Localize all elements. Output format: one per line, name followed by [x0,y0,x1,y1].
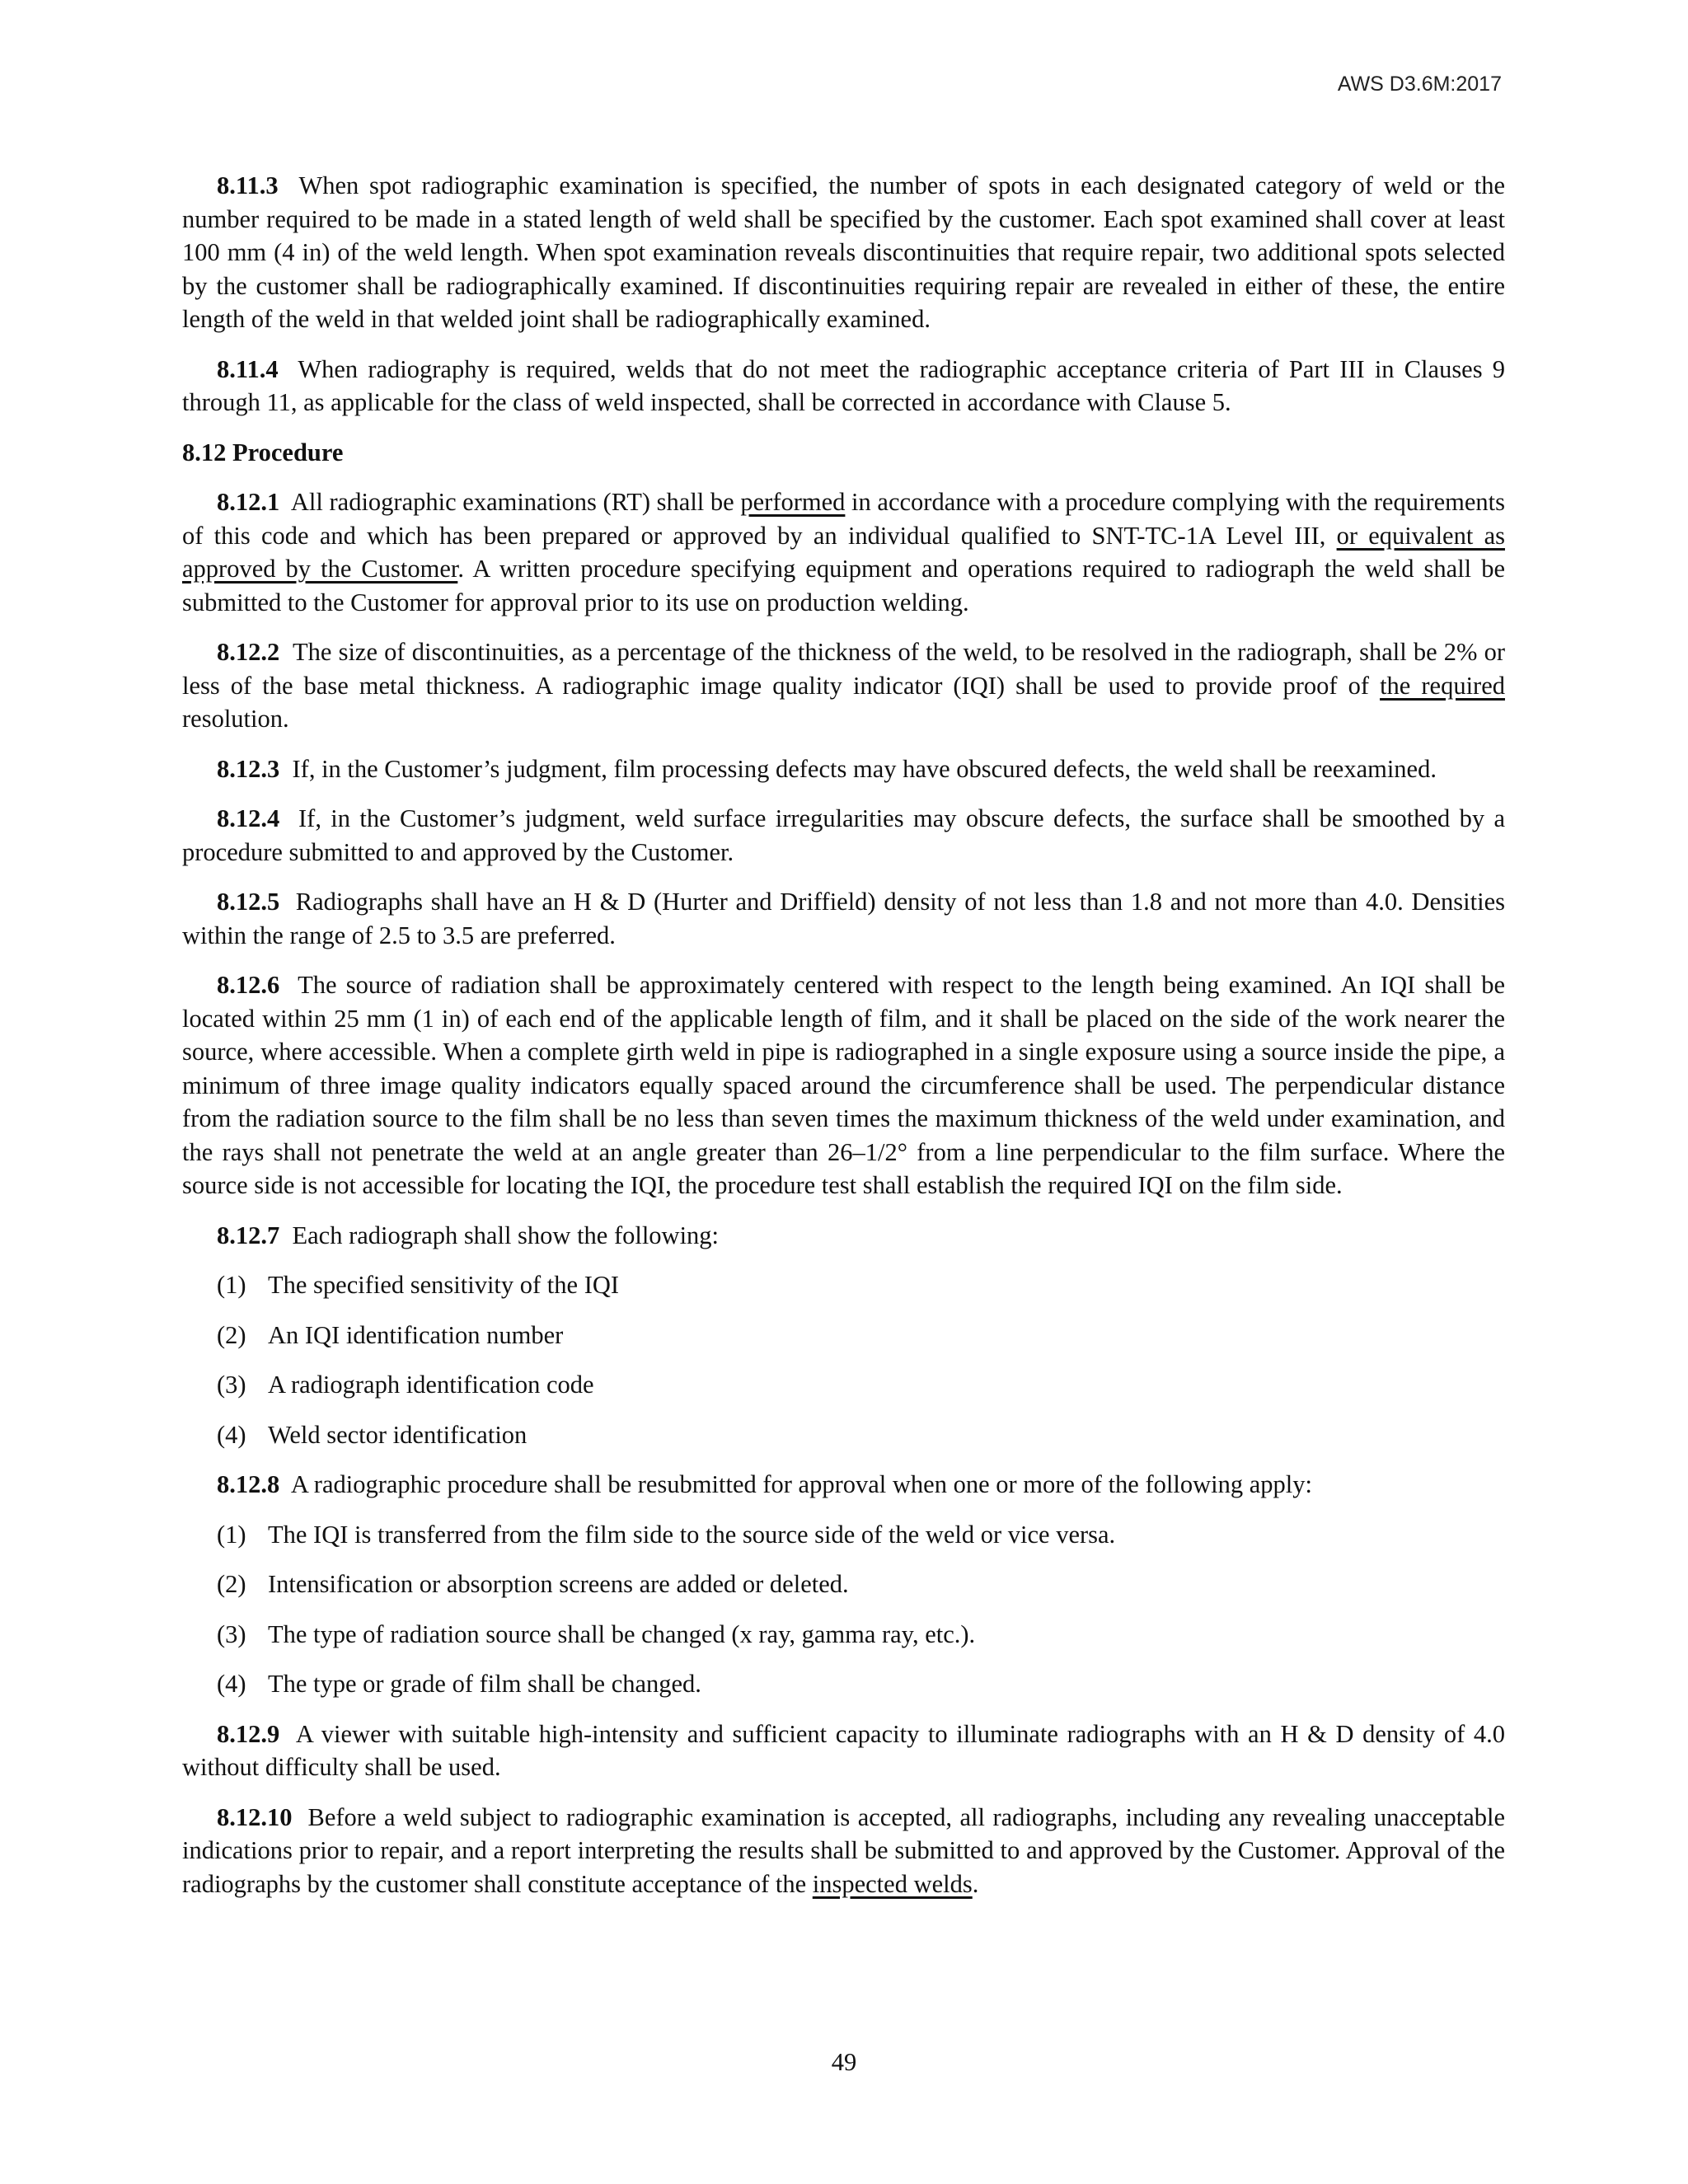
clause-number: 8.12.10 [217,1802,293,1831]
paragraph-text: A radiographic procedure shall be resubmitted for approval when one or more of the following apply: [290,1470,1312,1498]
paragraph-8-12-5 [182,885,1505,952]
clause-number: 8.12.7 [217,1221,280,1249]
paragraph-8-12-7 [182,1219,1505,1253]
clause-number: 8.12.9 [217,1719,280,1748]
paragraph-text: A viewer with suitable high-intensity and sufficient capacity to illuminate radiographs with an H & D density of 4.0 without difficulty shall be used. [182,1719,1505,1781]
paragraph-text: The source of radiation shall be approximately centered with respect to the length being examined. An IQI shall be located within 25 mm (1 in) of each end of the applicable length of film, and it shall be placed on the side of the work nearer the source, where accessible. When a complete girth weld in pipe is radiographed in a single exposure using a source inside the pipe, a minimum of three image quality indicators equally spaced around the circumference shall be used. The perpendicular distance from the radiation source to the film shall be no less than seven times the maximum thickness of the weld under examination, and the rays shall not penetrate the weld at an angle greater than 26–1/2° from a line perpendicular to the film surface. Where the source side is not accessible for locating the IQI, the procedure test shall establish the required IQI on the film side. [182,971,1505,1199]
paragraph-8-12-4 [182,802,1505,869]
paragraph-text: Before a weld subject to radiographic examination is accepted, all radiographs, including any revealing unacceptable indications prior to repair, and a report interpreting the results shall be submitted to and approved by the Customer. Approval of the radiographs by the customer shall constitute acceptance of the [182,1802,1505,1898]
underlined-revision-text: the required [1380,671,1505,700]
list-item [182,1319,1505,1352]
paragraph-text: The size of discontinuities, as a percentage of the thickness of the weld, to be resolved in the radiograph, shall be 2% or less of the base metal thickness. A radiographic image quality indicator (IQI) shall be used to provide proof of [182,638,1505,700]
paragraph-text: When radiography is required, welds that do not meet the radiographic acceptance criteria of Part III in Clauses 9 through 11, as applicable for the class of weld inspected, shall be corrected in accordance with Clause 5. [182,354,1506,416]
list-item-text: Intensification or absorption screens are added or deleted. [268,1570,849,1598]
paragraph-text: Each radiograph shall show the following: [292,1221,720,1249]
list-item-number: (2) [217,1570,246,1598]
paragraph-8-12-6 [182,968,1505,1202]
clause-number: 8.12.3 [217,754,280,783]
paragraph-8-12-9 [182,1718,1505,1784]
paragraph-text: If, in the Customer’s judgment, weld surface irregularities may obscure defects, the surface shall be smoothed by a procedure submitted to and approved by the Customer. [182,804,1505,866]
list-item-number: (3) [217,1619,246,1648]
paragraph-text: Radiographs shall have an H & D (Hurter and Driffield) density of not less than 1.8 and not more than 4.0. Densities within the range of 2.5 to 3.5 are preferred. [182,888,1505,949]
paragraph-text: If, in the Customer’s judgment, film processing defects may have obscured defects, the weld shall be reexamined. [292,754,1437,783]
paragraph-8-11-4 [182,353,1505,419]
paragraph-8-12-3 [182,752,1505,786]
list-item [182,1618,1505,1652]
paragraph-8-12-8 [182,1468,1505,1502]
paragraph-text: resolution. [182,705,289,733]
paragraph-8-12-10 [182,1801,1505,1901]
paragraph-text: All radiographic examinations (RT) shall be [290,488,741,516]
clause-number: 8.12.5 [217,888,280,916]
list-item [182,1667,1505,1701]
list-item [182,1418,1505,1452]
list-item [182,1268,1505,1302]
underlined-revision-text: inspected welds [812,1869,973,1898]
list-item-number: (4) [217,1670,246,1698]
list-item-number: (1) [217,1271,246,1299]
list-item-text: The specified sensitivity of the IQI [268,1271,620,1299]
list-item-number: (1) [217,1520,246,1549]
document-body [182,169,1505,1917]
list-item [182,1568,1505,1601]
paragraph-text: When spot radiographic examination is specified, the number of spots in each designated category of weld or the number required to be made in a stated length of weld shall be specified by the customer. Each spot examined shall cover at least 100 mm (4 in) of the weld length. When spot examination reveals discontinuities that require repair, two additional spots selected by the customer shall be radiographically examined. If discontinuities requiring repair are revealed in either of these, the entire length of the weld in that welded joint shall be radiographically examined. [182,171,1505,333]
list-item-number: (2) [217,1320,246,1349]
paragraph-text: . [972,1869,979,1898]
paragraph-8-11-3 [182,169,1505,336]
clause-number: 8.12.1 [217,488,280,516]
clause-number: 8.12.2 [217,638,280,666]
list-item-text: The IQI is transferred from the film side to the source side of the weld or vice versa. [268,1520,1116,1549]
underlined-revision-text: or equivalent as approved by the Customer [182,521,1505,583]
clause-number: 8.12.6 [217,971,280,999]
list-item-text: The type of radiation source shall be changed (x ray, gamma ray, etc.). [268,1619,976,1648]
clause-number: 8.12.8 [217,1470,280,1498]
section-heading-8-12: 8.12 Procedure [182,438,344,466]
clause-number: 8.11.4 [217,354,279,383]
clause-number: 8.12.4 [217,804,280,832]
clause-number: 8.11.3 [217,171,279,199]
page-header-standard: AWS D3.6M:2017 [1337,73,1502,96]
paragraph-text: . A written procedure specifying equipment and operations required to radiograph the weld shall be submitted to the Customer for approval prior to its use on production welding. [182,555,1506,616]
paragraph-8-12-2 [182,635,1505,736]
list-item [182,1368,1505,1402]
list-item-text: Weld sector identification [268,1420,528,1449]
list-item-text: An IQI identification number [268,1320,564,1349]
underlined-revision-text: performed [740,488,846,516]
paragraph-8-12-1 [182,485,1505,619]
list-item [182,1518,1505,1552]
list-item-text: The type or grade of film shall be changed. [268,1670,701,1698]
list-item-text: A radiograph identification code [268,1371,594,1399]
list-item-number: (3) [217,1371,246,1399]
list-item-number: (4) [217,1420,246,1449]
page-number: 49 [831,2048,857,2076]
paragraph-text: in accordance with a procedure complying with the requirements of this code and which has been prepared or approved by an individual qualified to SNT-TC-1A Level III, [182,488,1505,550]
